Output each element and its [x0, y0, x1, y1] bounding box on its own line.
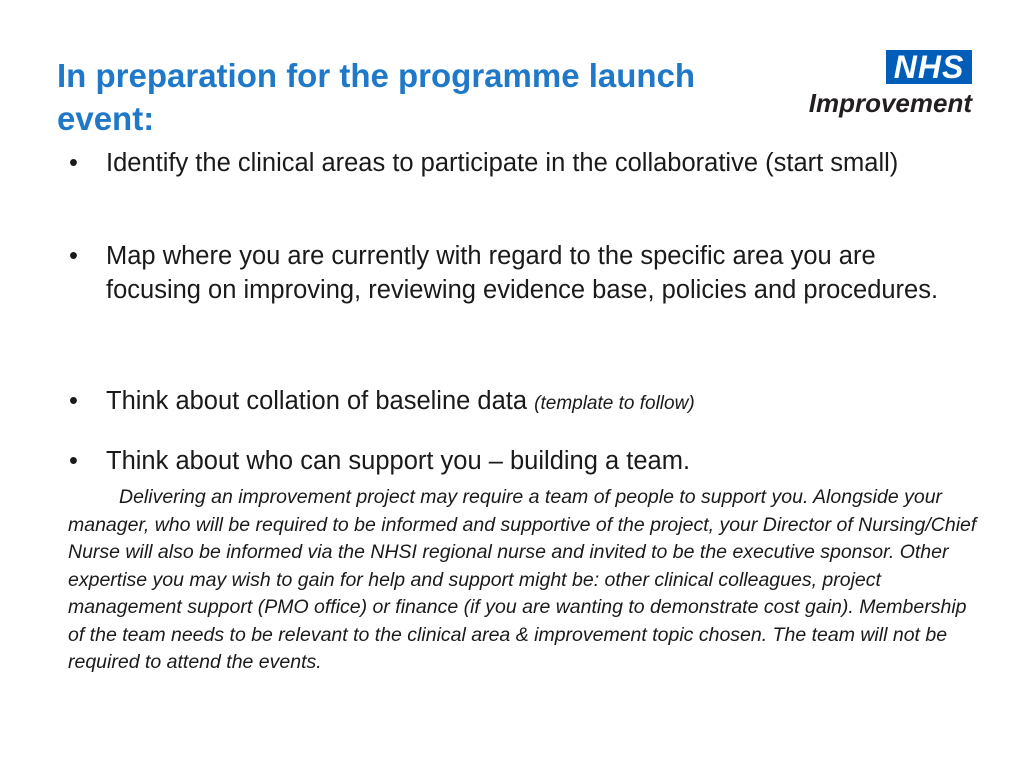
bullet-text: Think about collation of baseline data — [106, 387, 528, 415]
bullet-item-support-team — [69, 444, 969, 478]
bullet-text: Identify the clinical areas to participate in the collaborative (start small) — [106, 149, 899, 177]
bullet-text: Think about who can support you – building a team. — [106, 447, 691, 475]
nhs-logo-box: NHS — [886, 50, 972, 84]
bullet-icon: • — [69, 387, 78, 415]
bullet-item-clinical-areas — [69, 146, 969, 180]
team-description-paragraph: Delivering an improvement project may require a team of people to support you. Alongside your manager, who will be required to be informed and supportive of the project, your Director of Nursing/Chief Nurse will also be informed via the NHSI regional nurse and invited to be the executive sponsor. Other expertise you may wish to gain for help and support might be: other clinical colleagues, project management support (PMO office) or finance (if you are wanting to demonstrate cost gain). Membership of the team needs to be relevant to the clinical area & improvement topic chosen. The team will not be required to attend the events. — [68, 486, 977, 673]
bullet-text: Map where you are currently with regard to the specific area you are focusing on improving, reviewing evidence base, policies and procedures. — [106, 242, 939, 304]
bullet-icon: • — [69, 447, 78, 475]
bullet-item-map-current — [69, 239, 969, 307]
bullet-icon: • — [69, 242, 78, 270]
nhs-logo-subtitle: Improvement — [808, 88, 972, 118]
bullet-icon: • — [69, 149, 78, 177]
bullet-note: (template to follow) — [534, 393, 695, 414]
bullet-item-baseline-data — [69, 384, 969, 421]
slide-title: In preparation for the programme launch event: — [57, 57, 696, 137]
nhs-improvement-logo — [790, 50, 972, 120]
